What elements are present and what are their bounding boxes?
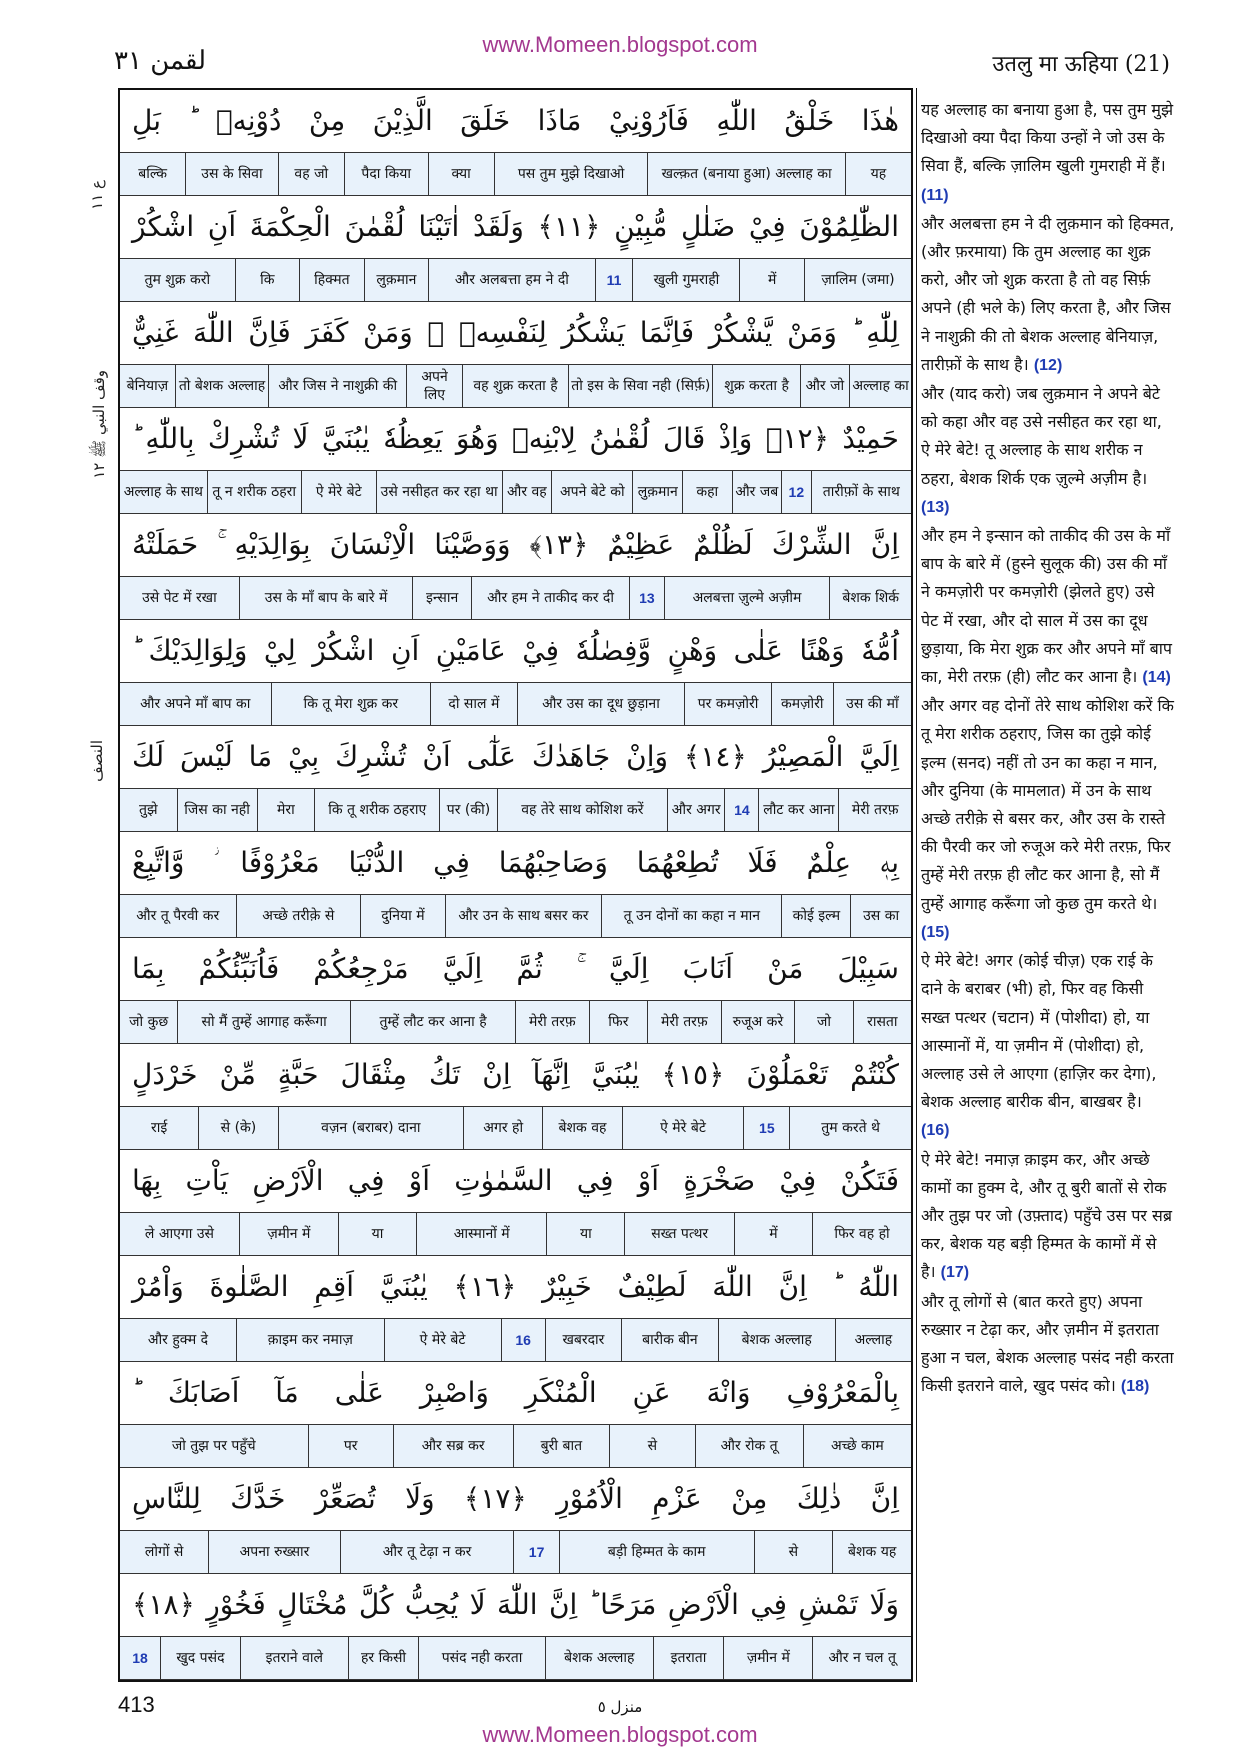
side-paragraph — [921, 526, 1172, 686]
word-cell: तू उन दोनों का कहा न मान — [601, 895, 781, 937]
word-cell: उसे नसीहत कर रहा था — [376, 471, 502, 513]
word-cell: जिस का नही — [177, 789, 257, 831]
arabic-line: حَمِيْدٌ ﴿١٢﴾ وَاِذْ قَالَ لُقْمٰنُ لِابْنِهٖ وَهُوَ يَعِظُهٗ يٰبُنَيَّ لَا تُشْرِكْ بِاللّٰهِ ؕ — [132, 422, 899, 455]
word-cell: तुम करते थे — [789, 1107, 911, 1149]
word-cell: पर (की) — [439, 789, 497, 831]
arabic-line: اللّٰهُ ؕ اِنَّ اللّٰهَ لَطِيْفٌ خَبِيْرٌ ﴿١٦﴾ يٰبُنَيَّ اَقِمِ الصَّلٰوةَ وَاْمُرْ — [132, 1270, 899, 1303]
word-cell: उस के सिवा — [185, 153, 277, 195]
word-cell: अपने बेटे को — [551, 471, 632, 513]
arabic-line: سَبِيْلَ مَنْ اَنَابَ اِلَيَّ ۚ ثُمَّ اِلَيَّ مَرْجِعُكُمْ فَاُنَبِّئُكُمْ بِمَا — [132, 952, 899, 985]
word-cell: और न चल तू — [812, 1637, 911, 1679]
word-cell: तुझे — [138, 802, 158, 818]
ruku-mark: ع ١١ — [88, 180, 106, 210]
verse-block — [120, 1468, 911, 1574]
word-cell: और अलबत्ता हम ने दी — [428, 259, 595, 301]
side-text: और अगर वह दोनों तेरे साथ कोशिश करें कि तू मेरा शरीक ठहराए, जिस का तुझे कोई इल्म (सनद) नहीं तो उन का कहा न मान, और दुनिया (के मामलात) में उन के साथ अच्छे तरीक़े से बसर कर, और उस के रास्ते की पैरवी कर जो रुजूअ करे मेरी तरफ़, फिर तुम्हें मेरी तरफ़ ही लौट कर आना है, सो मैं तुम्हें आगाह करूँगा जो कुछ तुम करते थे। — [921, 696, 1174, 913]
word-cell: लुक़मान — [364, 259, 429, 301]
word-cell: उसे पेट में रखा — [142, 590, 217, 606]
word-cell: और जो — [800, 365, 849, 407]
word-cell: ऐ मेरे बेटे — [622, 1107, 744, 1149]
word-cell: पसंद नही करता — [418, 1637, 545, 1679]
word-cell: लोगों से — [144, 1544, 184, 1560]
word-cell: बारीक बीन — [621, 1319, 718, 1361]
word-cell: लौट कर आना — [758, 789, 838, 831]
word-cell: रुजूअ करे — [721, 1001, 795, 1043]
verse-block — [120, 1150, 911, 1256]
side-text: और तू लोगों से (बात करते हुए) अपना रुख्सार न टेढ़ा कर, और ज़मीन में इतराता हुआ न चल, बेशक अल्लाह पसंद नही करता किसी इतराने वाले, खुद पसंद को। — [921, 1291, 1174, 1396]
word-cell: ले आएगा उसे — [144, 1226, 214, 1242]
word-cell: फिर वह हो — [812, 1213, 911, 1255]
word-cell: इन्सान — [412, 577, 471, 619]
word-cell: या — [338, 1213, 416, 1255]
word-cell: और हुक्म दे — [147, 1332, 209, 1348]
side-paragraph — [921, 384, 1162, 516]
word-cell: मेरी तरफ़ — [515, 1001, 589, 1043]
word-cell: दुनिया में — [360, 895, 445, 937]
side-text: ऐ मेरे बेटे! नमाज़ क़ाइम कर, और अच्छे कामों का हुक्म दे, और तू बुरी बातों से रोक और तुझ पर जो (उफ़्ताद) पहुँचे उस पर सब्र कर, बेशक यह बड़ी हिम्मत के कामों में से है। — [921, 1149, 1173, 1282]
word-cell: कि तू शरीक ठहराए — [314, 789, 439, 831]
word-cell: से — [609, 1425, 694, 1467]
word-translation-row — [120, 682, 911, 726]
verse-number-cell: 18 — [132, 1650, 148, 1666]
verse-number-cell: 17 — [513, 1531, 559, 1573]
side-text: और हम ने इन्सान को ताकीद की उस के माँ बाप के बारे में (हुस्ने सुलूक की) उस की माँ ने कमज़ोरी पर कमज़ोरी (झेलते हुए) उसे पेट में रखा, और दो साल में उस का दूध छुड़ाया, कि मेरा शुक्र कर और अपने माँ बाप का, मेरी तरफ़ (ही) लौट कर आना है। — [921, 526, 1172, 687]
side-paragraph — [921, 696, 1174, 941]
arabic-line: اُمُّهٗ وَهْنًا عَلٰى وَهْنٍ وَّفِصٰلُهٗ فِيْ عَامَيْنِ اَنِ اشْكُرْ لِيْ وَلِوَالِدَيْكَ ؕ — [132, 634, 899, 667]
arabic-line: اِنَّ الشِّرْكَ لَظُلْمٌ عَظِيْمٌ ﴿١٣﴾ وَوَصَّيْنَا الْاِنْسَانَ بِوَالِدَيْهِ ۚ حَمَلَتْهُ — [132, 528, 899, 561]
verse-number: (12) — [1033, 356, 1063, 374]
word-cell: इतराता — [653, 1637, 723, 1679]
header-url[interactable]: www.Momeen.blogspot.com — [482, 32, 758, 57]
verse-panel — [118, 88, 913, 1682]
word-cell: वह शुक्र करता है — [462, 365, 568, 407]
arabic-line: هٰذَا خَلْقُ اللّٰهِ فَاَرُوْنِيْ مَاذَا خَلَقَ الَّذِيْنَ مِنْ دُوْنِهٖ ؕ بَلِ — [132, 104, 899, 137]
arabic-line: اِلَيَّ الْمَصِيْرُ ﴿١٤﴾ وَاِنْ جَاهَدٰكَ عَلٰٓى اَنْ تُشْرِكَ بِيْ مَا لَيْسَ لَكَ — [132, 740, 899, 773]
word-cell: पैदा किया — [344, 153, 428, 195]
word-cell: मेरी तरफ़ — [838, 789, 911, 831]
side-text: यह अल्लाह का बनाया हुआ है, पस तुम मुझे दिखाओ क्या पैदा किया उन्हों ने जो उस के सिवा हैं, बल्कि ज़ालिम खुली गुमराही में हैं। — [921, 100, 1174, 176]
verse-block — [120, 1574, 911, 1680]
word-cell: इतराने वाले — [240, 1637, 348, 1679]
verse-number-cell: 16 — [501, 1319, 545, 1361]
word-cell: तू न शरीक ठहरा — [207, 471, 301, 513]
word-cell: तो इस के सिवा नही (सिर्फ़) — [568, 365, 712, 407]
word-cell: और जब — [732, 471, 782, 513]
word-cell: उस की माँ — [833, 683, 911, 725]
word-cell: बेशक शिर्क — [829, 577, 911, 619]
para-title: उतलु मा ऊहिया (21) — [992, 52, 1170, 77]
word-cell: से (के) — [198, 1107, 277, 1149]
verse-block — [120, 1044, 911, 1150]
word-cell: खुद पसंद — [160, 1637, 240, 1679]
word-cell: और जिस ने नाशुक्री की — [268, 365, 406, 407]
word-cell: बेनियाज़ — [126, 378, 169, 394]
word-cell: फिर — [589, 1001, 647, 1043]
word-cell: और सब्र कर — [393, 1425, 513, 1467]
word-cell: पर — [308, 1425, 393, 1467]
word-cell: या — [546, 1213, 624, 1255]
word-translation-row — [120, 788, 911, 832]
word-cell: ऐ मेरे बेटे — [384, 1319, 501, 1361]
word-translation-row — [120, 894, 911, 938]
word-cell: अल्लाह का — [849, 365, 911, 407]
verse-number-cell: 13 — [629, 577, 663, 619]
word-cell: खल्क़त (बनाया हुआ) अल्लाह का — [647, 153, 844, 195]
verse-number: (13) — [921, 498, 950, 516]
word-translation-row — [120, 1106, 911, 1150]
verse-block — [120, 196, 911, 302]
word-cell: बेशक अल्लाह — [545, 1637, 653, 1679]
verse-block — [120, 1362, 911, 1468]
word-cell: सो मैं तुम्हें आगाह करूँगा — [177, 1001, 350, 1043]
word-cell: में — [734, 1213, 812, 1255]
verse-number: (16) — [921, 1122, 950, 1140]
word-cell: खुली गुमराही — [632, 259, 739, 301]
word-cell: क़ाइम कर नमाज़ — [236, 1319, 384, 1361]
arabic-line: بِالْمَعْرُوْفِ وَانْهَ عَنِ الْمُنْكَرِ وَاصْبِرْ عَلٰى مَآ اَصَابَكَ ؕ — [132, 1376, 899, 1409]
footer-url[interactable]: www.Momeen.blogspot.com — [482, 1722, 758, 1747]
word-cell: और वह — [502, 471, 552, 513]
arabic-line: فَتَكُنْ فِيْ صَخْرَةٍ اَوْ فِي السَّمٰوٰتِ اَوْ فِي الْاَرْضِ يَاْتِ بِهَا — [132, 1164, 899, 1197]
verse-block — [120, 514, 911, 620]
side-text: और (याद करो) जब लुक़मान ने अपने बेटे को कहा और वह उसे नसीहत कर रहा था, ऐ मेरे बेटे! तू अल्लाह के साथ शरीक न ठहरा, बेशक शिर्क एक ज़ुल्मे अज़ीम है। — [921, 384, 1162, 488]
word-cell: वह तेरे साथ कोशिश करें — [497, 789, 667, 831]
word-translation-row — [120, 1636, 911, 1680]
word-cell: यह — [845, 153, 911, 195]
word-cell: खबरदार — [545, 1319, 621, 1361]
arabic-line: اِنَّ ذٰلِكَ مِنْ عَزْمِ الْاُمُوْرِ ﴿١٧﴾ وَلَا تُصَعِّرْ خَدَّكَ لِلنَّاسِ — [132, 1482, 900, 1515]
word-translation-row — [120, 1318, 911, 1362]
word-cell: अपने लिए — [406, 365, 462, 407]
verse-number: (18) — [1120, 1378, 1150, 1396]
word-cell: कहा — [682, 471, 732, 513]
word-cell: लुक़मान — [632, 471, 682, 513]
verse-number-cell: 14 — [724, 789, 758, 831]
word-cell: और तू पैरवी कर — [136, 908, 220, 924]
word-cell: तो बेशक अल्लाह — [175, 365, 269, 407]
arabic-line: بِهٖ عِلْمٌ فَلَا تُطِعْهُمَا وَصَاحِبْهُمَا فِي الدُّنْيَا مَعْرُوْفًا ؗ وَّاتَّبِعْ — [132, 846, 899, 879]
word-cell: और रोक तू — [695, 1425, 803, 1467]
verse-block — [120, 620, 911, 726]
word-cell: अच्छे तरीक़े से — [236, 895, 361, 937]
word-translation-row — [120, 1530, 911, 1574]
word-cell: कोई इल्म — [781, 895, 850, 937]
word-cell: बेशक अल्लाह — [718, 1319, 835, 1361]
verse-block — [120, 408, 911, 514]
verse-block — [120, 90, 911, 196]
verse-number: (15) — [921, 923, 950, 941]
word-cell: शुक्र करता है — [712, 365, 799, 407]
verse-number-cell: 12 — [781, 471, 811, 513]
word-cell: बेशक वह — [542, 1107, 621, 1149]
arabic-line: الظّٰلِمُوْنَ فِيْ ضَلٰلٍ مُّبِيْنٍ ﴿١١﴾ وَلَقَدْ اٰتَيْنَا لُقْمٰنَ الْحِكْمَةَ اَنِ اشْكُرْ — [132, 210, 899, 243]
word-cell: से — [754, 1531, 833, 1573]
column-divider — [916, 88, 917, 1682]
arabic-line: لِلّٰهِ ؕ وَمَنْ يَّشْكُرْ فَاِنَّمَا يَشْكُرُ لِنَفْسِهٖ ۚ وَمَنْ كَفَرَ فَاِنَّ اللّٰهَ غَنِيٌّ — [132, 316, 899, 349]
verse-block — [120, 938, 911, 1044]
word-cell: क्या — [428, 153, 494, 195]
word-cell: मेरी तरफ़ — [647, 1001, 721, 1043]
word-cell: बेशक यह — [832, 1531, 911, 1573]
word-cell: ज़मीन में — [723, 1637, 812, 1679]
word-cell: बुरी बात — [513, 1425, 610, 1467]
word-cell: पस तुम मुझे दिखाओ — [494, 153, 648, 195]
word-cell: सख्त पत्थर — [624, 1213, 733, 1255]
side-text: और अलबत्ता हम ने दी लुक़मान को हिक्मत, (और फ़रमाया) कि तुम अल्लाह का शुक्र करो, और जो शुक्र करता है तो वह सिर्फ़ अपने (ही भले के) लिए करता है, और जिस ने नाशुक्री की तो बेशक अल्लाह बेनियाज़, तारीफ़ों के साथ है। — [921, 213, 1175, 374]
word-translation-row — [120, 152, 911, 196]
word-translation-row — [120, 470, 911, 514]
word-cell: जो तुझ पर पहुँचे — [171, 1438, 256, 1454]
word-translation-row — [120, 364, 911, 408]
word-cell: दो साल में — [430, 683, 516, 725]
waqf-mark: وقف النبي ﷺ ١٢ — [90, 370, 108, 479]
word-cell: बल्कि — [138, 166, 167, 182]
verse-block — [120, 726, 911, 832]
word-cell: और तू टेढ़ा न कर — [340, 1531, 514, 1573]
side-paragraph — [921, 100, 1173, 204]
word-cell: उस का — [850, 895, 911, 937]
word-cell: रासता — [853, 1001, 911, 1043]
verse-number-cell: 11 — [595, 259, 633, 301]
page-number: 413 — [118, 1692, 155, 1717]
word-cell: तुम शुक्र करो — [144, 272, 211, 288]
nisf-mark: النصف — [88, 740, 106, 782]
verse-number-cell: 15 — [743, 1107, 789, 1149]
side-translation — [921, 96, 1175, 1401]
word-cell: वह जो — [278, 153, 344, 195]
arabic-line: كُنْتُمْ تَعْمَلُوْنَ ﴿١٥﴾ يٰبُنَيَّ اِنَّهَآ اِنْ تَكُ مِثْقَالَ حَبَّةٍ مِّنْ خَرْدَلٍ — [132, 1058, 899, 1091]
word-cell: ज़ालिम (जमा) — [804, 259, 911, 301]
verse-block — [120, 1256, 911, 1362]
word-cell: कि तू मेरा शुक्र कर — [271, 683, 431, 725]
verse-block — [120, 302, 911, 408]
verse-block — [120, 832, 911, 938]
side-paragraph — [921, 1150, 1172, 1282]
word-cell: कमज़ोरी — [771, 683, 833, 725]
word-cell: जो कुछ — [129, 1014, 169, 1030]
word-translation-row — [120, 258, 911, 302]
word-cell: आस्मानों में — [416, 1213, 546, 1255]
arabic-line: وَلَا تَمْشِ فِي الْاَرْضِ مَرَحًا ؕ اِنَّ اللّٰهَ لَا يُحِبُّ كُلَّ مُخْتَالٍ فَخُوْرٍ ﴿١٨﴾ — [132, 1588, 899, 1621]
word-cell: तुम्हें लौट कर आना है — [350, 1001, 515, 1043]
word-cell: कि — [235, 259, 300, 301]
word-translation-row — [120, 576, 911, 620]
word-translation-row — [120, 1212, 911, 1256]
word-cell: राई — [151, 1120, 168, 1136]
word-cell: ज़मीन में — [239, 1213, 338, 1255]
verse-number: (11) — [921, 186, 949, 204]
word-cell: ऐ मेरे बेटे — [301, 471, 376, 513]
word-cell: और उस का दूध छुड़ाना — [517, 683, 685, 725]
word-cell: हर किसी — [348, 1637, 418, 1679]
side-paragraph — [921, 951, 1156, 1139]
word-cell: जो — [794, 1001, 852, 1043]
word-cell: वज़न (बराबर) दाना — [278, 1107, 463, 1149]
word-cell: में — [739, 259, 804, 301]
side-text: ऐ मेरे बेटे! अगर (कोई चीज़) एक राई के दाने के बराबर (भी) हो, फिर वह किसी सख्त पत्थर (चटान) में (पोशीदा) हो, या आस्मानों में, या ज़मीन में (पोशीदा) हो, अल्लाह उसे ले आएगा (हाज़िर कर देगा), बेशक अल्लाह बारीक बीन, बाखबर है। — [921, 951, 1157, 1112]
word-cell: उस के माँ बाप के बारे में — [239, 577, 412, 619]
side-paragraph — [921, 1292, 1174, 1396]
word-cell: अपना रुख्सार — [208, 1531, 339, 1573]
word-cell: और अगर — [667, 789, 725, 831]
verse-number: (14) — [1142, 669, 1171, 687]
word-cell: अलबत्ता ज़ुल्मे अज़ीम — [664, 577, 830, 619]
word-cell: अल्लाह के साथ — [123, 484, 203, 500]
word-cell: हिक्मत — [299, 259, 364, 301]
word-cell: तारीफ़ों के साथ — [811, 471, 911, 513]
word-cell: और हम ने ताकीद कर दी — [471, 577, 629, 619]
word-cell: मेरा — [257, 789, 315, 831]
word-cell: और अपने माँ बाप का — [140, 696, 251, 712]
word-cell: अगर हो — [463, 1107, 542, 1149]
surah-title: لقمن ٣١ — [114, 46, 207, 76]
side-paragraph — [921, 214, 1174, 374]
verse-number: (17) — [940, 1264, 970, 1282]
word-cell: बड़ी हिम्मत के काम — [559, 1531, 754, 1573]
word-cell: अल्लाह — [835, 1319, 911, 1361]
word-cell: अच्छे काम — [803, 1425, 911, 1467]
word-cell: पर कमज़ोरी — [684, 683, 770, 725]
word-translation-row — [120, 1000, 911, 1044]
manzil-label: منزل ٥ — [597, 1698, 643, 1716]
word-translation-row — [120, 1424, 911, 1468]
word-cell: और उन के साथ बसर कर — [445, 895, 601, 937]
